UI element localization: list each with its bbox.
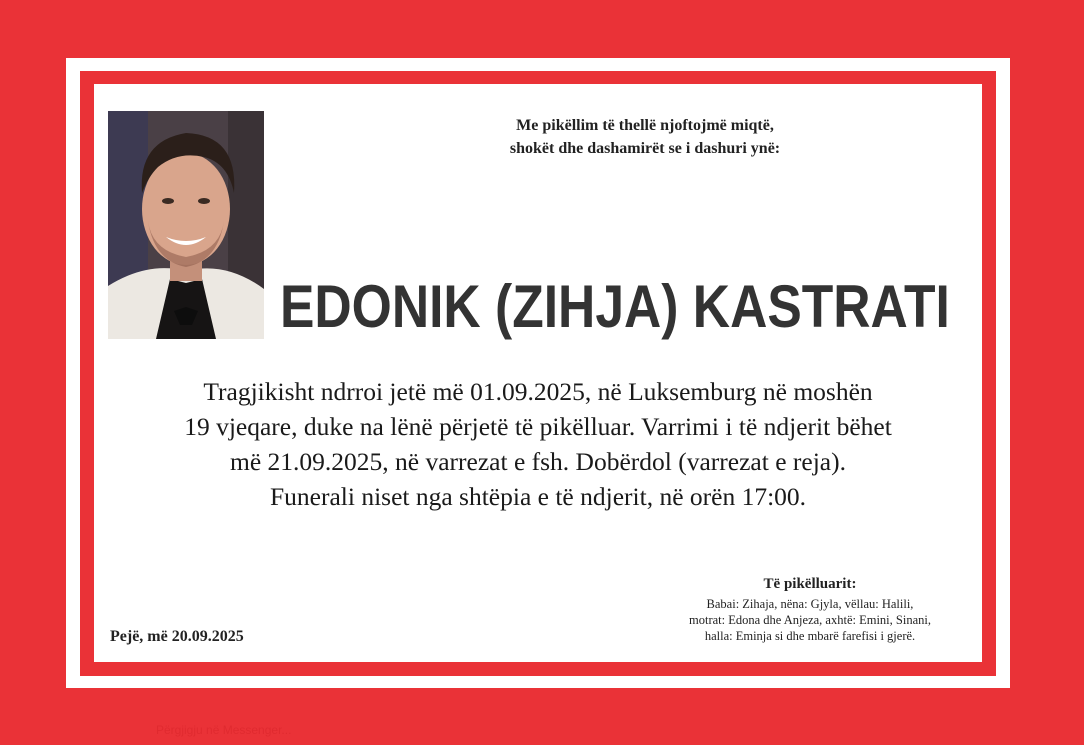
announcement-line: 19 vjeqare, duke na lënë përjetë të pikëlluar. Varrimi i të ndjerit bëhet <box>184 412 892 441</box>
intro-line: Me pikëllim të thellë njoftojmë miqtë, <box>516 117 774 134</box>
mourners-line: motrat: Edona dhe Anjeza, axhtë: Emini, Sinani, <box>689 613 931 627</box>
mourners-line: Babai: Zihaja, nëna: Gjyla, vëllau: Halili, <box>706 597 914 611</box>
mourners-line: halla: Eminja si dhe mbarë farefisi i gjerë. <box>704 629 916 643</box>
mourners-title: Të pikëlluarit: <box>763 576 857 592</box>
announcement-line: më 21.09.2025, në varrezat e fsh. Dobërdol (varrezat e reja). <box>230 447 846 476</box>
deceased-name: EDONIK (ZIHJA) KASTRATI <box>280 273 950 340</box>
portrait-photo <box>108 111 264 339</box>
intro-text <box>400 114 890 160</box>
messenger-watermark: Përgjigju në Messenger... <box>156 723 292 737</box>
portrait-photo-icon <box>108 111 264 339</box>
announcement-line: Tragjikisht ndrroi jetë më 01.09.2025, në Luksemburg në moshën <box>203 377 873 406</box>
place-date: Pejë, më 20.09.2025 <box>110 628 244 645</box>
intro-line: shokët dhe dashamirët se i dashuri ynë: <box>509 140 781 157</box>
announcement-text <box>100 374 976 514</box>
mourners-list <box>630 596 990 644</box>
announcement-line: Funerali niset nga shtëpia e të ndjerit, në orën 17:00. <box>269 482 807 511</box>
